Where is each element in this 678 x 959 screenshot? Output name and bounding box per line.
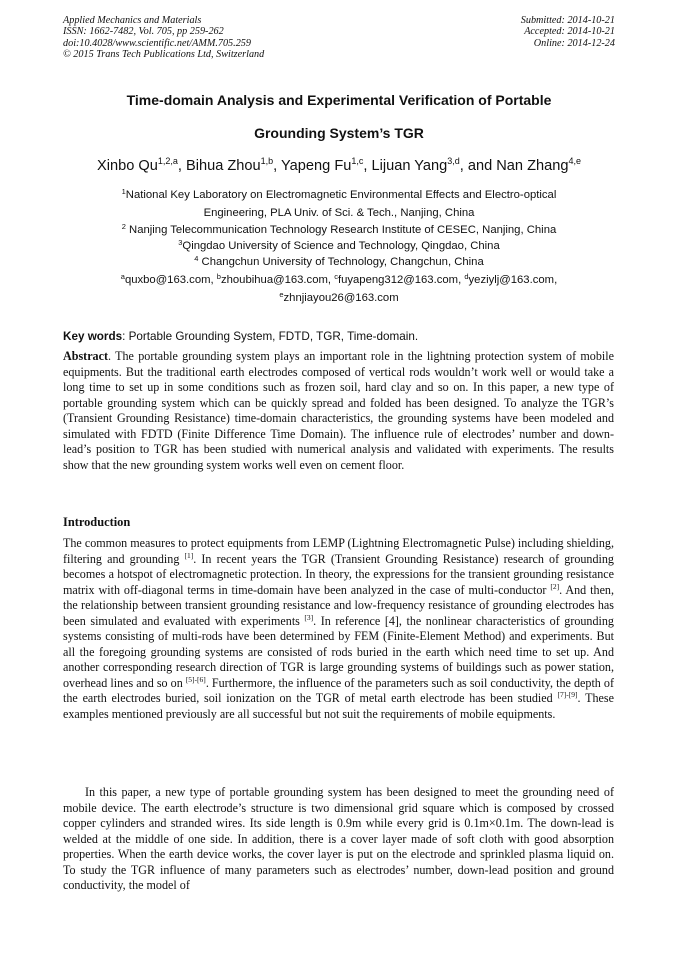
online-date: Online: 2014-12-24 bbox=[533, 37, 615, 49]
author-separator: , bbox=[363, 158, 372, 174]
affiliation-4 bbox=[0, 256, 678, 268]
affiliation-2 bbox=[0, 224, 678, 236]
body-text: . Furthermore, the influence of the parameters such as soil conductivity, the depth of the earth electrodes buried, soil ionization on the TGR of metal earth electrode has been studied bbox=[63, 675, 614, 705]
email-address: yeziylj@163.com, bbox=[468, 274, 558, 286]
author-superscript: 3,d bbox=[447, 156, 460, 166]
email-superscript: a bbox=[120, 272, 125, 281]
body-text: The common measures to protect equipments from LEMP (Lightning Electromagnetic Pulse) including shielding, filtering and grounding bbox=[63, 536, 614, 566]
author-list bbox=[0, 158, 678, 174]
citation: [5]-[6] bbox=[185, 674, 206, 684]
journal-info bbox=[63, 15, 264, 61]
abstract-text: . The portable grounding system plays an important role in the lightning protection system of mobile equipments. But the traditional earth electrodes composed of vertical rods wouldn’t work well or would take a long time to set up in some conditions such as frozen soil, hard clay and so on. In this paper, a new type of portable grounding system which can be quickly spread and folded has been designed. To analyze the TGR’s (Transient Grounding Resistance) time-domain characteristics, the grounding systems have been modeled and simulated with FDTD (Finite Difference Time Domain). The influence rule of electrodes’ number and down-lead’s position to TGR has been studied with numerical analysis and validated with experiments. The results show that the new grounding system works well even on cement floor. bbox=[63, 349, 614, 472]
journal-issn: ISSN: 1662-7482, Vol. 705, pp 259-262 bbox=[63, 26, 224, 38]
author-separator: , and bbox=[459, 158, 497, 174]
author-superscript: 1,2,a bbox=[157, 156, 178, 166]
abstract bbox=[63, 349, 614, 473]
author-separator: , bbox=[273, 158, 282, 174]
email-address: quxbo@163.com, bbox=[124, 274, 217, 286]
paper-title-line-1: Time-domain Analysis and Experimental Verification of Portable bbox=[126, 92, 552, 108]
paper-title-line-2: Grounding System’s TGR bbox=[254, 125, 424, 141]
email-address: fuyapeng312@163.com, bbox=[337, 274, 465, 286]
citation: [3] bbox=[304, 612, 314, 622]
introduction-paragraph-2: In this paper, a new type of portable grounding system has been designed to meet the grounding need of mobile device. The earth electrode’s structure is two dimensional grid square which is composed by crossed copper cylinders and stranded wires. Its side length is 0.9m while every grid is 0.1m×0.1m. The down-lead is welded at the middle of one side. In addition, there is a cover layer made of soft cloth with good absorption properties. When the earth device works, the cover layer is put on the electrode and sprinkled plasma liquid on. To study the TGR influence of many parameters such as electrodes’ number, down-lead position and ground conductivity, the model of bbox=[63, 785, 614, 892]
body-text: . And then, the relationship between transient grounding resistance and low-frequency resistance of grounding electrodes has been simulated and evaluated with experiments bbox=[63, 582, 615, 628]
affiliation-3 bbox=[0, 240, 678, 252]
affiliation-1-line-1 bbox=[0, 189, 678, 201]
author-name: Lijuan Yang bbox=[371, 158, 448, 174]
citation: [7]-[9] bbox=[557, 690, 578, 699]
author-name: Bihua Zhou bbox=[186, 158, 261, 174]
citation: [1] bbox=[184, 550, 194, 560]
body-text: . In recent years the TGR (Transient Grounding Resistance) research of grounding becomes a hotspot of electromagnetic protection. In theory, the expressions for the transient grounding resistance matrix with off-diagonal terms in time-domain have been analyzed in the case of multi-conductor bbox=[63, 551, 614, 597]
email-superscript: d bbox=[464, 272, 469, 281]
author-superscript: 1,c bbox=[351, 156, 364, 166]
email-superscript: e bbox=[279, 290, 284, 299]
affiliation-1-line-2: Engineering, PLA Univ. of Sci. & Tech., Nanjing, China bbox=[203, 207, 475, 219]
author-separator: , bbox=[177, 158, 186, 174]
submission-dates bbox=[521, 15, 615, 49]
section-heading-introduction: Introduction bbox=[63, 515, 131, 529]
email-address: zhoubihua@163.com, bbox=[220, 274, 335, 286]
abstract-label: Abstract bbox=[63, 349, 109, 363]
author-superscript: 1,b bbox=[260, 156, 274, 166]
affiliation-text: National Key Laboratory on Electromagnetic Environmental Effects and Electro-optical bbox=[125, 189, 557, 201]
accepted-date: Accepted: 2014-10-21 bbox=[524, 26, 615, 38]
affiliation-text: Changchun University of Technology, Changchun, China bbox=[198, 256, 484, 268]
body-text: . In reference [4], the nonlinear characteristics of grounding systems consisting of multi-rods have been determined by FEM (Finite-Element Method) and experiments. But all the foregoing grounding systems are consisted of rods buried in the earth which need time to set up. And another corresponding research direction of TGR is large grounding systems of buildings such as power station, overhead lines and so on bbox=[63, 613, 614, 690]
author-name: Nan Zhang bbox=[496, 158, 569, 174]
journal-copyright: © 2015 Trans Tech Publications Ltd, Switzerland bbox=[63, 49, 265, 61]
affiliation-number: 4 bbox=[194, 254, 199, 263]
email-superscript: c bbox=[334, 272, 338, 281]
author-name: Yapeng Fu bbox=[281, 158, 352, 174]
author-emails-line-2 bbox=[0, 292, 678, 304]
email-superscript: b bbox=[216, 272, 221, 281]
affiliation-number: 3 bbox=[178, 238, 183, 247]
author-emails-line-1 bbox=[0, 274, 678, 286]
citation: [2] bbox=[550, 581, 560, 591]
body-text: . These examples mentioned previously are all successful but not suit the requirements of mobile equipments. bbox=[63, 691, 614, 721]
author-superscript: 4,e bbox=[568, 156, 581, 166]
email-address: zhnjiayou26@163.com bbox=[283, 292, 399, 304]
submitted-date: Submitted: 2014-10-21 bbox=[520, 15, 615, 26]
author-name: Xinbo Qu bbox=[97, 158, 158, 174]
journal-doi: doi:10.4028/www.scientific.net/AMM.705.259 bbox=[63, 37, 251, 49]
journal-name: Applied Mechanics and Materials bbox=[63, 15, 202, 26]
keywords bbox=[63, 330, 418, 343]
affiliation-text: Nanjing Telecommunication Technology Research Institute of CESEC, Nanjing, China bbox=[125, 224, 557, 236]
introduction-paragraph-1 bbox=[63, 536, 614, 722]
affiliation-number: 1 bbox=[121, 187, 126, 196]
keywords-text: : Portable Grounding System, FDTD, TGR, Time-domain. bbox=[122, 330, 419, 343]
affiliation-text: Qingdao University of Science and Technology, Qingdao, China bbox=[182, 240, 500, 252]
keywords-label: Key words bbox=[63, 330, 123, 343]
affiliation-number: 2 bbox=[121, 222, 126, 231]
